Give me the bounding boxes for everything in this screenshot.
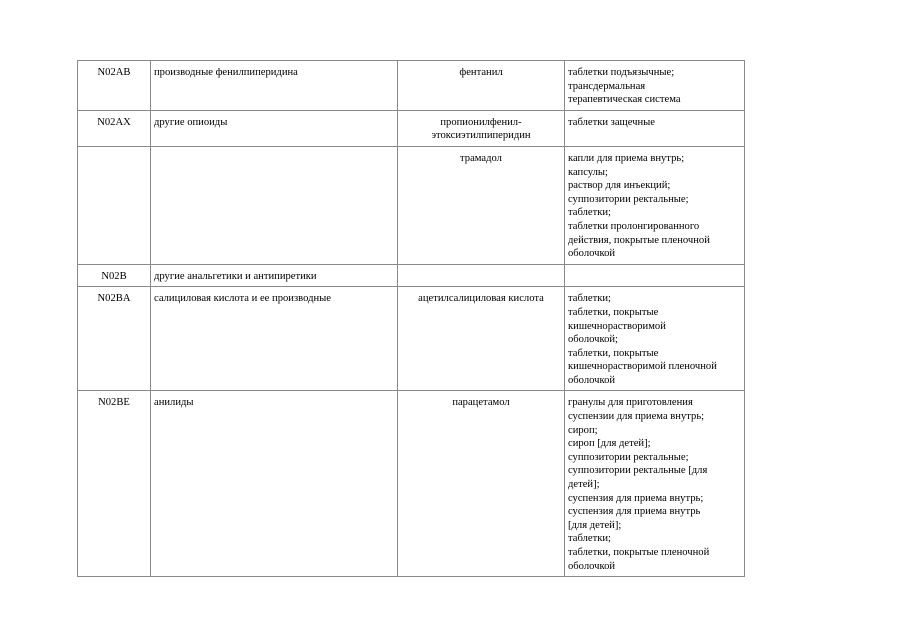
dosage-form-line: таблетки подъязычные; <box>568 67 675 78</box>
dosage-forms-cell <box>565 146 745 264</box>
dosage-form-line: сироп; <box>568 424 598 436</box>
drug-name-line: пропионилфенил- <box>440 116 522 128</box>
atc-code-cell: N02AB <box>78 61 151 111</box>
group-name-cell <box>151 146 398 264</box>
drug-name-line: фентанил <box>459 67 503 78</box>
dosage-form-line: капсулы; <box>568 166 608 178</box>
table-row <box>78 61 745 111</box>
dosage-form-line: таблетки защечные <box>568 116 655 128</box>
dosage-form-line: суспензия для приема внутрь; <box>568 492 704 504</box>
group-name-cell: анилиды <box>151 391 398 577</box>
dosage-form-line: суппозитории ректальные; <box>568 451 689 463</box>
table-row <box>78 287 745 391</box>
drug-name-line: парацетамол <box>452 397 510 409</box>
dosage-form-line: действия, покрытые пленочной <box>568 234 710 246</box>
table-row <box>78 110 745 146</box>
drug-name-cell <box>398 391 565 577</box>
drug-name-line: трамадол <box>460 152 502 164</box>
table-row <box>78 264 745 287</box>
dosage-form-line: суппозитории ректальные [для <box>568 465 708 477</box>
atc-code-cell: N02BA <box>78 287 151 391</box>
dosage-form-line: оболочкой; <box>568 334 618 346</box>
dosage-forms-cell <box>565 287 745 391</box>
dosage-form-line: раствор для инъекций; <box>568 180 671 192</box>
dosage-form-line: суппозитории ректальные; <box>568 193 689 205</box>
dosage-form-line: оболочкой <box>568 560 616 572</box>
group-name-cell: производные фенилпиперидина <box>151 61 398 111</box>
drug-name-cell <box>398 146 565 264</box>
group-name-cell: салициловая кислота и ее производные <box>151 287 398 391</box>
atc-code-cell: N02AX <box>78 110 151 146</box>
dosage-form-line: детей]; <box>568 479 600 491</box>
drug-name-cell <box>398 110 565 146</box>
atc-code-cell <box>78 146 151 264</box>
group-name-cell: другие анальгетики и антипиретики <box>151 264 398 287</box>
dosage-form-line: терапевтическая система <box>568 94 681 106</box>
dosage-form-line: кишечнорастворимой <box>568 320 666 332</box>
drug-table <box>77 60 745 577</box>
dosage-forms-cell <box>565 391 745 577</box>
dosage-form-line: таблетки; <box>568 533 611 545</box>
dosage-form-line: таблетки, покрытые <box>568 306 659 318</box>
dosage-form-line: таблетки; <box>568 293 611 305</box>
atc-code-cell: N02BE <box>78 391 151 577</box>
drug-name-line: ацетилсалициловая кислота <box>418 293 544 305</box>
dosage-form-line: кишечнорастворимой пленочной <box>568 361 717 373</box>
dosage-form-line: гранулы для приготовления <box>568 397 693 409</box>
table-row <box>78 146 745 264</box>
dosage-form-line: таблетки, покрытые пленочной <box>568 547 710 558</box>
dosage-form-line: суспензия для приема внутрь <box>568 506 701 518</box>
dosage-forms-cell <box>565 61 745 111</box>
drug-name-cell <box>398 264 565 287</box>
dosage-form-line: сироп [для детей]; <box>568 438 651 450</box>
dosage-form-line: оболочкой <box>568 248 616 260</box>
dosage-form-line: [для детей]; <box>568 519 622 531</box>
dosage-form-line: таблетки, покрытые <box>568 347 659 359</box>
table-row <box>78 391 745 577</box>
dosage-form-line: оболочкой <box>568 374 616 386</box>
dosage-form-line: капли для приема внутрь; <box>568 152 685 164</box>
dosage-forms-cell <box>565 264 745 287</box>
drug-name-cell <box>398 287 565 391</box>
dosage-form-line: трансдермальная <box>568 80 646 92</box>
atc-code-cell: N02B <box>78 264 151 287</box>
dosage-form-line: таблетки; <box>568 207 611 219</box>
group-name-cell: другие опиоиды <box>151 110 398 146</box>
drug-name-cell <box>398 61 565 111</box>
drug-name-line: этоксиэтилпиперидин <box>431 130 531 142</box>
dosage-form-line: суспензии для приема внутрь; <box>568 411 705 423</box>
dosage-forms-cell <box>565 110 745 146</box>
dosage-form-line: таблетки пролонгированного <box>568 220 700 232</box>
